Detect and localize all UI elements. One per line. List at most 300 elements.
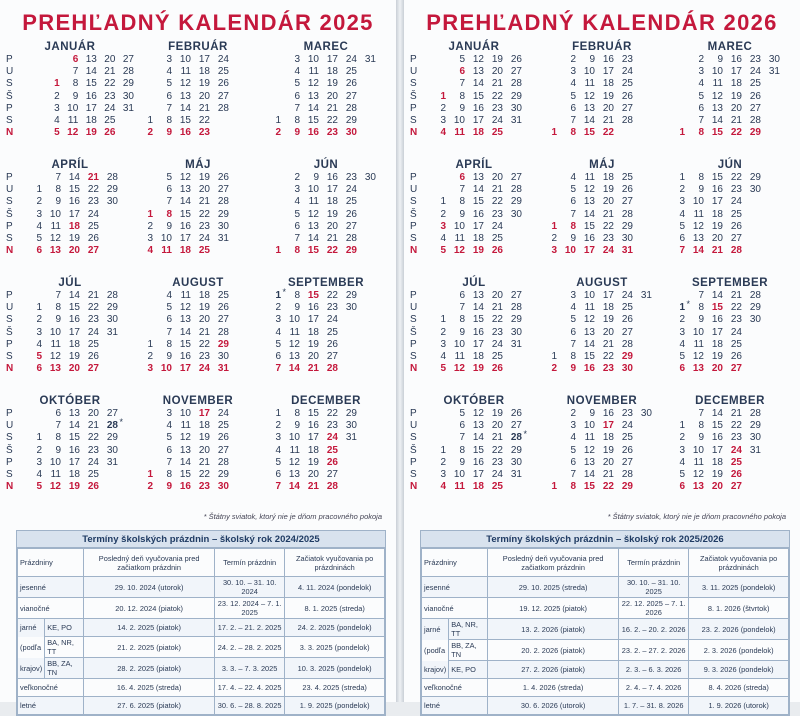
month-row <box>410 158 794 276</box>
day-cell <box>538 302 557 314</box>
day-cell <box>742 233 761 245</box>
month-name: MÁJ <box>185 159 211 171</box>
day-cell: 12 <box>179 78 191 90</box>
day-cell: 31 <box>217 232 229 244</box>
day-cell: 17 <box>179 363 191 375</box>
region-codes: BA, NR, TT <box>449 619 488 640</box>
day-cell: 7 <box>459 302 465 314</box>
day-cell: 25 <box>104 114 116 126</box>
day-cell: 1 <box>54 78 60 90</box>
week-column <box>191 408 210 493</box>
week-column <box>172 290 191 375</box>
column-header: Začiatok vyučovania po prázdninách <box>689 549 789 577</box>
day-cell: 13 <box>583 326 595 338</box>
day-cell: 29 <box>106 302 118 314</box>
month-grid <box>666 408 794 493</box>
day-letter: P <box>410 172 417 183</box>
day-cell: 24 <box>749 66 761 78</box>
day-cell: 11 <box>289 444 300 456</box>
day-cell: 21 <box>730 114 742 126</box>
day-cell: 12 <box>453 363 465 375</box>
table-cell: 30. 10. – 31. 10. 2025 <box>619 577 689 598</box>
day-cell: 30 <box>345 302 357 314</box>
day-cell <box>538 339 557 351</box>
month-name: JANUÁR <box>44 41 96 53</box>
month-name: MAREC <box>707 41 753 53</box>
day-cell: 13 <box>583 102 595 114</box>
day-cell: 18 <box>307 444 319 456</box>
day-cell: 13 <box>288 350 300 362</box>
day-cell: 30 <box>345 420 357 432</box>
day-cell: 30 <box>621 232 633 244</box>
day-cell: 19 <box>307 338 319 350</box>
day-cell: 18 <box>179 245 191 257</box>
day-cell: 17 <box>711 196 723 208</box>
day-cell <box>538 209 557 221</box>
day-cell: 23 <box>730 314 742 326</box>
day-cell: 21 <box>326 232 338 244</box>
day-cell: 25 <box>491 350 503 362</box>
day-cell <box>262 91 281 103</box>
day-cell: 27 <box>345 220 357 232</box>
day-cell: 2 <box>440 326 446 338</box>
day-cell: 31 <box>106 456 118 468</box>
day-cell: 25 <box>491 232 503 244</box>
day-letter: P <box>6 408 13 419</box>
day-cell <box>262 66 281 78</box>
table-header-row <box>422 549 789 577</box>
day-cell: 21 <box>326 102 338 114</box>
month-block <box>410 276 538 394</box>
day-cell: 10 <box>49 326 61 338</box>
day-cell: 30 <box>217 350 229 362</box>
week-column <box>172 408 191 493</box>
month-grid <box>666 54 794 139</box>
day-cell <box>427 290 446 302</box>
day-cell <box>262 172 281 184</box>
month-grid <box>538 54 666 139</box>
month-name: OKTÓBER <box>443 395 505 407</box>
week-column <box>557 408 576 493</box>
day-cell: 27 <box>217 314 229 326</box>
day-cell: 5 <box>459 54 465 65</box>
day-cell <box>23 420 42 432</box>
day-cell: 25 <box>621 432 633 444</box>
day-cell: 12 <box>692 468 704 480</box>
week-column <box>61 290 80 375</box>
day-cell <box>262 103 281 115</box>
table-row <box>422 679 789 697</box>
day-cell <box>23 172 42 184</box>
day-cell: 30 <box>345 127 357 139</box>
day-cell: 25 <box>621 302 633 314</box>
day-cell: 23 <box>326 420 338 432</box>
region-codes: BB, ZA, TN <box>45 658 84 679</box>
day-cell: 4 <box>440 481 446 493</box>
week-column <box>557 54 576 139</box>
day-cell: 6 <box>275 350 281 362</box>
day-cell: 1 <box>147 114 153 126</box>
table-row <box>422 697 789 715</box>
day-cell: 1 <box>275 114 281 126</box>
day-cell: 14 <box>179 326 191 338</box>
month-block <box>538 394 666 512</box>
day-cell: 30 <box>122 90 134 102</box>
day-cell: 2 <box>679 314 685 326</box>
day-cell: 31 <box>345 432 357 444</box>
day-cell: 9 <box>589 54 595 65</box>
week-column <box>742 172 761 257</box>
day-cell: 15 <box>179 208 191 220</box>
holiday-name: jesenné <box>422 577 488 598</box>
day-cell: 29 <box>510 444 522 456</box>
day-letter: P <box>6 338 13 350</box>
day-cell: 28 <box>122 66 134 78</box>
day-cell: 29 <box>621 481 633 493</box>
day-cell: 18 <box>711 208 723 220</box>
day-cell: 18 <box>68 220 80 232</box>
week-column <box>210 54 229 139</box>
day-cell: 17 <box>602 66 614 78</box>
day-cell: 13 <box>179 184 191 196</box>
week-column <box>761 54 780 139</box>
day-cell <box>338 457 357 469</box>
week-column <box>427 290 446 375</box>
month-block <box>6 276 134 394</box>
week-column <box>262 54 281 139</box>
day-cell: 13 <box>583 196 595 208</box>
day-cell: 2 <box>679 184 685 196</box>
day-cell: 8 <box>570 350 576 362</box>
day-cell: 21 <box>602 468 614 480</box>
day-cell: 26 <box>730 468 742 480</box>
week-column <box>80 172 99 257</box>
day-cell: 22 <box>198 208 210 220</box>
day-cell <box>538 78 557 90</box>
day-cell: 19 <box>198 172 210 183</box>
day-cell: 15 <box>711 172 723 183</box>
day-cell: 29 <box>345 114 357 126</box>
day-cell: 8 <box>570 127 576 139</box>
day-cell: 2 <box>36 444 42 456</box>
day-cell: 8 <box>72 78 79 90</box>
day-cell: 31 <box>640 290 652 301</box>
week-column <box>300 172 319 257</box>
table-row <box>422 640 789 661</box>
holiday-name: (podľa <box>422 640 449 661</box>
day-cell: 7 <box>698 408 704 419</box>
day-cell: 3 <box>570 420 576 432</box>
day-cell: 13 <box>307 220 319 232</box>
day-cell: 9 <box>294 127 300 139</box>
week-column <box>210 290 229 375</box>
day-cell: 26 <box>326 338 338 350</box>
day-letter: U <box>410 302 418 314</box>
day-cell <box>23 408 42 420</box>
day-cell <box>538 420 557 432</box>
day-cell: 18 <box>472 481 484 493</box>
day-cell: 26 <box>217 302 229 314</box>
week-column <box>281 408 300 493</box>
day-cell <box>357 127 376 139</box>
day-cell: 28 <box>217 196 229 208</box>
day-cell: 1 <box>147 208 153 220</box>
day-cell: 7 <box>294 232 300 244</box>
day-cell <box>210 115 229 127</box>
day-cell: 17 <box>85 102 97 114</box>
day-cell: 5 <box>166 302 172 314</box>
day-cell <box>742 481 761 493</box>
day-cell <box>538 457 557 469</box>
holidays-grid <box>421 548 789 715</box>
day-cell: 21 <box>87 172 99 183</box>
day-cell: 27 <box>621 102 633 114</box>
week-column <box>80 290 99 375</box>
day-cell: 29 <box>510 196 522 208</box>
day-cell: 26 <box>345 78 357 90</box>
day-cell: 12 <box>49 350 61 362</box>
day-cell: 11 <box>67 114 79 126</box>
week-column <box>465 54 484 139</box>
day-cell: 10 <box>179 408 191 419</box>
day-letter: S <box>6 432 13 444</box>
day-cell: 27 <box>621 456 633 468</box>
day-cell: 10 <box>288 314 300 326</box>
week-column <box>742 408 761 493</box>
day-cell: 24 <box>621 66 633 78</box>
day-cell: 28 <box>621 468 633 480</box>
day-cell <box>761 78 780 90</box>
region-codes: BB, ZA, TN <box>449 640 488 661</box>
day-cell: 9 <box>459 456 465 468</box>
day-cell: 1 <box>551 350 557 362</box>
day-cell: 2 <box>147 481 153 493</box>
day-cell: 20 <box>68 245 80 257</box>
day-cell: 22 <box>491 196 503 208</box>
day-cell <box>134 457 153 469</box>
table-cell: 21. 2. 2025 (piatok) <box>84 637 215 658</box>
day-cell: 16 <box>326 172 338 183</box>
day-cell: 14 <box>307 232 319 244</box>
day-cell: 6 <box>459 290 465 301</box>
week-column <box>78 54 97 139</box>
day-letter: P <box>410 408 417 419</box>
day-cell <box>761 91 780 103</box>
day-cell: 4 <box>570 302 576 314</box>
month-block <box>666 276 794 394</box>
day-letter: P <box>6 290 13 301</box>
day-cell: 14 <box>711 290 723 301</box>
table-row <box>18 577 385 598</box>
week-column <box>281 54 300 139</box>
day-cell: 17 <box>68 456 80 468</box>
day-cell: 27 <box>87 245 99 257</box>
calendar-page-2026 <box>404 0 800 710</box>
day-cell: 20 <box>198 90 210 102</box>
day-cell: 27 <box>730 232 742 244</box>
day-cell: 6 <box>294 90 300 102</box>
day-cell: 11 <box>308 196 319 208</box>
day-cell <box>357 103 376 115</box>
month-grid <box>6 172 134 257</box>
day-cell: 7 <box>72 66 79 78</box>
day-cell: 19 <box>602 314 614 326</box>
table-row <box>18 679 385 697</box>
day-cell <box>23 127 42 139</box>
day-cell <box>23 290 42 302</box>
day-cell: 14 <box>288 481 300 493</box>
region-codes: BA, NR, TT <box>45 637 84 658</box>
table-row <box>422 577 789 598</box>
day-cell: 16 <box>85 90 97 102</box>
day-cell: 12 <box>472 408 484 419</box>
day-cell: 21 <box>491 184 503 196</box>
month-grid <box>262 290 390 375</box>
day-cell <box>357 115 376 127</box>
day-cell <box>357 245 376 257</box>
day-cell: 29 <box>345 408 357 419</box>
day-letter: P <box>410 54 417 65</box>
day-cell: 27 <box>510 172 522 183</box>
day-cell: 19 <box>602 444 614 456</box>
day-cell: 6 <box>570 456 576 468</box>
week-column <box>319 290 338 375</box>
day-cell <box>134 196 153 208</box>
day-cell: 21 <box>711 245 723 257</box>
holiday-name: (podľa <box>18 637 45 658</box>
day-cell: 29 <box>217 468 229 480</box>
day-cell <box>134 103 153 115</box>
day-cell: 18 <box>602 172 614 183</box>
day-cell: 14 <box>711 114 723 126</box>
table-cell: 23. 12. 2024 – 7. 1. 2025 <box>215 598 285 619</box>
day-cell: 26 <box>87 350 99 362</box>
day-cell <box>134 184 153 196</box>
day-letters <box>6 290 23 375</box>
month-block <box>410 394 538 512</box>
week-column <box>614 290 633 375</box>
day-cell: 17 <box>68 326 80 338</box>
day-cell: 16 <box>711 184 723 196</box>
day-cell: 21 <box>198 456 210 468</box>
month-grid <box>410 54 538 139</box>
week-column <box>61 172 80 257</box>
month-block <box>134 158 262 276</box>
day-cell: 18 <box>472 350 484 362</box>
page-title: PREHĽADNÝ KALENDÁR 2026 <box>426 10 778 35</box>
day-cell: 23 <box>87 196 99 208</box>
day-cell: 22 <box>491 444 503 456</box>
day-cell: 14 <box>583 338 595 350</box>
day-cell: 28 <box>106 290 118 301</box>
day-cell: 22 <box>730 127 742 139</box>
month-block <box>262 394 390 512</box>
school-holidays-table <box>420 530 790 716</box>
day-letter: S <box>410 196 417 208</box>
day-cell: 24 <box>491 338 503 350</box>
day-cell: 18 <box>68 468 80 480</box>
day-cell: 5 <box>166 78 172 90</box>
day-cell: 2 <box>275 127 281 139</box>
day-cell: 20 <box>87 408 99 419</box>
day-cell: 20 <box>491 172 503 183</box>
day-cell: 19 <box>307 456 319 468</box>
day-cell <box>633 363 652 375</box>
day-cell: 16 <box>68 444 80 456</box>
month-block <box>538 276 666 394</box>
week-column <box>465 290 484 375</box>
day-cell <box>427 184 446 196</box>
day-cell: 11 <box>712 78 723 90</box>
week-column <box>465 408 484 493</box>
week-column <box>23 172 42 257</box>
day-cell: 26 <box>217 432 229 444</box>
day-cell: 26 <box>345 208 357 220</box>
week-column <box>338 290 357 375</box>
day-cell: 29 <box>106 184 118 196</box>
day-cell: 3 <box>294 184 300 196</box>
holiday-name: jesenné <box>18 577 84 598</box>
day-cell: 3 <box>36 208 42 220</box>
day-cell: 29 <box>510 314 522 326</box>
day-cell: 17 <box>602 290 614 301</box>
day-cell: 27 <box>326 468 338 480</box>
month-grid <box>262 54 390 139</box>
day-cell <box>538 115 557 127</box>
day-cell: 17 <box>68 208 80 220</box>
day-cell <box>503 351 522 363</box>
day-cell: 14 <box>472 78 484 90</box>
day-cell: 25 <box>730 208 742 220</box>
day-cell: 26 <box>87 232 99 244</box>
day-letter: U <box>6 66 14 78</box>
day-letter: S <box>410 350 417 362</box>
day-cell: 3 <box>147 232 153 244</box>
day-cell: 7 <box>570 338 576 350</box>
day-letters <box>410 408 427 493</box>
day-cell: 5 <box>459 408 465 419</box>
day-cell: 6 <box>166 184 172 196</box>
day-letter: S <box>410 232 417 244</box>
week-column <box>484 172 503 257</box>
month-grid <box>410 172 538 257</box>
week-column <box>191 54 210 139</box>
day-cell: 13 <box>179 444 191 456</box>
day-cell: 1 * <box>666 302 685 314</box>
day-cell: 10 <box>692 196 704 208</box>
week-column <box>42 290 61 375</box>
day-cell: 22 <box>491 90 503 102</box>
month-grid <box>410 408 538 493</box>
week-column <box>427 408 446 493</box>
day-letters <box>6 54 23 139</box>
day-letter: N <box>410 127 418 139</box>
week-column <box>704 54 723 139</box>
day-cell: 15 <box>472 90 484 102</box>
day-cell: 31 <box>122 102 134 114</box>
week-column <box>357 54 376 139</box>
day-cell: 28 * <box>503 432 522 444</box>
day-cell: 7 <box>55 172 61 183</box>
day-cell <box>99 339 118 351</box>
week-column <box>300 408 319 493</box>
day-cell: 6 <box>275 468 281 480</box>
day-cell: 3 <box>166 54 172 65</box>
day-cell: 31 <box>510 338 522 350</box>
day-letter: S <box>6 314 13 326</box>
day-cell: 7 <box>55 290 61 301</box>
month-block <box>410 158 538 276</box>
